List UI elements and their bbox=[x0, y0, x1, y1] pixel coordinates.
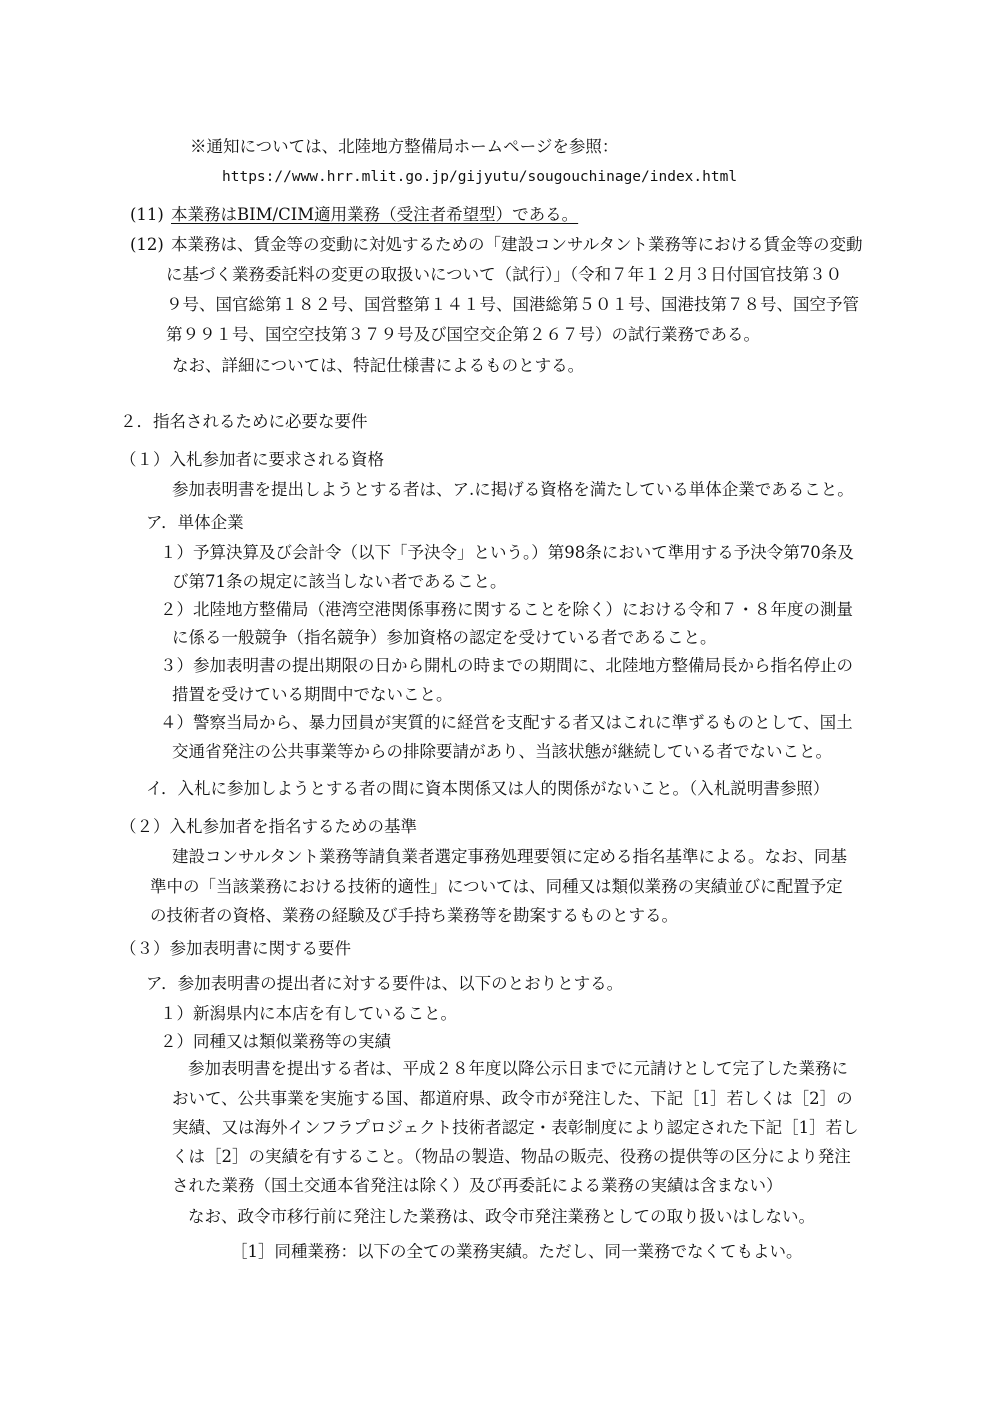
qualification-item: １）予算決算及び会計令（以下「予決令」という。）第98条において準用する予決令第70条及 bbox=[160, 543, 854, 562]
sub-3-item-2-line: された業務（国土交通本省発注は除く）及び再委託による業務の実績は含まない） bbox=[172, 1176, 783, 1195]
sub-3-item-2-line: 参加表明書を提出する者は、平成２８年度以降公示日までに元請けとして完了した業務に bbox=[188, 1059, 848, 1078]
sub-1-intro: 参加表明書を提出しようとする者は、ア.に掲げる資格を満たしている単体企業であること。 bbox=[172, 480, 854, 499]
qualification-item: ３）参加表明書の提出期限の日から開札の時までの期間に、北陸地方整備局長から指名停止の bbox=[160, 656, 853, 675]
item-12-line: ９号、国官総第１８２号、国営整第１４１号、国港総第５０１号、国港技第７８号、国空予管 bbox=[166, 295, 859, 314]
sub-3-item-2-heading: ２）同種又は類似業務等の実績 bbox=[160, 1032, 391, 1051]
sub-2-line: の技術者の資格、業務の経験及び手持ち業務等を勘案するものとする。 bbox=[150, 906, 678, 925]
qualification-item: ２）北陸地方整備局（港湾空港関係事務に関することを除く）における令和７・８年度の測量 bbox=[160, 600, 853, 619]
sub-3-item-2-line: 実績、又は海外インフラプロジェクト技術者認定・表彰制度により認定された下記［1］若し bbox=[172, 1118, 859, 1137]
item-12-note: なお、詳細については、特記仕様書によるものとする。 bbox=[172, 356, 585, 375]
qualification-item-cont: に係る一般競争（指名競争）参加資格の認定を受けている者であること。 bbox=[172, 628, 717, 647]
sub-1-a-heading: ア．単体企業 bbox=[146, 513, 244, 532]
item-12-line: 第９９１号、国空空技第３７９号及び国空交企第２６７号）の試行業務である。 bbox=[166, 325, 760, 344]
sub-2-line: 準中の「当該業務における技術的適性」については、同種又は類似業務の実績並びに配置予定 bbox=[150, 877, 843, 896]
sub-1-i-text: イ．入札に参加しようとする者の間に資本関係又は人的関係がないこと。（入札説明書参照） bbox=[146, 779, 830, 798]
section-2-heading: ２．指名されるために必要な要件 bbox=[120, 412, 368, 431]
notice-url[interactable]: https://www.hrr.mlit.go.jp/gijyutu/sougouchinage/index.html bbox=[222, 169, 738, 185]
qualification-item: ４）警察当局から、暴力団員が実質的に経営を支配する者又はこれに準ずるものとして、国土 bbox=[160, 713, 853, 732]
notice-reference-text: ※通知については、北陸地方整備局ホームページを参照： bbox=[190, 137, 619, 156]
sub-3-item-2-line: くは［2］の実績を有すること。（物品の製造、物品の販売、役務の提供等の区分により発注 bbox=[172, 1147, 851, 1166]
qualification-item-cont: 交通省発注の公共事業等からの排除要請があり、当該状態が継続している者でないこと。 bbox=[172, 742, 832, 761]
sub-3-item-1: １）新潟県内に本店を有していること。 bbox=[160, 1004, 457, 1023]
sub-1-heading: （１）入札参加者に要求される資格 bbox=[120, 450, 384, 469]
item-11-number: (11) bbox=[130, 205, 164, 224]
item-11-text: 本業務はBIM/CIM適用業務（受注者希望型）である。 bbox=[171, 205, 579, 224]
sub-3-item-2-line: おいて、公共事業を実施する国、都道府県、政令市が発注した、下記［1］若しくは［2］の bbox=[172, 1089, 853, 1108]
sub-2-line: 建設コンサルタント業務等請負業者選定事務処理要領に定める指名基準による。なお、同基 bbox=[172, 847, 848, 866]
same-kind-work-heading: ［1］同種業務：以下の全ての業務実績。ただし、同一業務でなくてもよい。 bbox=[231, 1242, 803, 1261]
sub-3-heading: （３）参加表明書に関する要件 bbox=[120, 939, 351, 958]
qualification-item-cont: び第71条の規定に該当しない者であること。 bbox=[172, 572, 507, 591]
sub-2-heading: （２）入札参加者を指名するための基準 bbox=[120, 817, 417, 836]
item-12-line: 本業務は、賃金等の変動に対処するための「建設コンサルタント業務等における賃金等の変動 bbox=[171, 235, 863, 254]
sub-3-item-2-note: なお、政令市移行前に発注した業務は、政令市発注業務としての取り扱いはしない。 bbox=[188, 1207, 815, 1226]
sub-3-a-text: ア．参加表明書の提出者に対する要件は、以下のとおりとする。 bbox=[146, 974, 624, 993]
item-12-number: (12) bbox=[130, 235, 164, 254]
item-12-line: に基づく業務委託料の変更の取扱いについて（試行）」（令和７年１２月３日付国官技第３０ bbox=[166, 265, 843, 284]
qualification-item-cont: 措置を受けている期間中でないこと。 bbox=[172, 685, 453, 704]
